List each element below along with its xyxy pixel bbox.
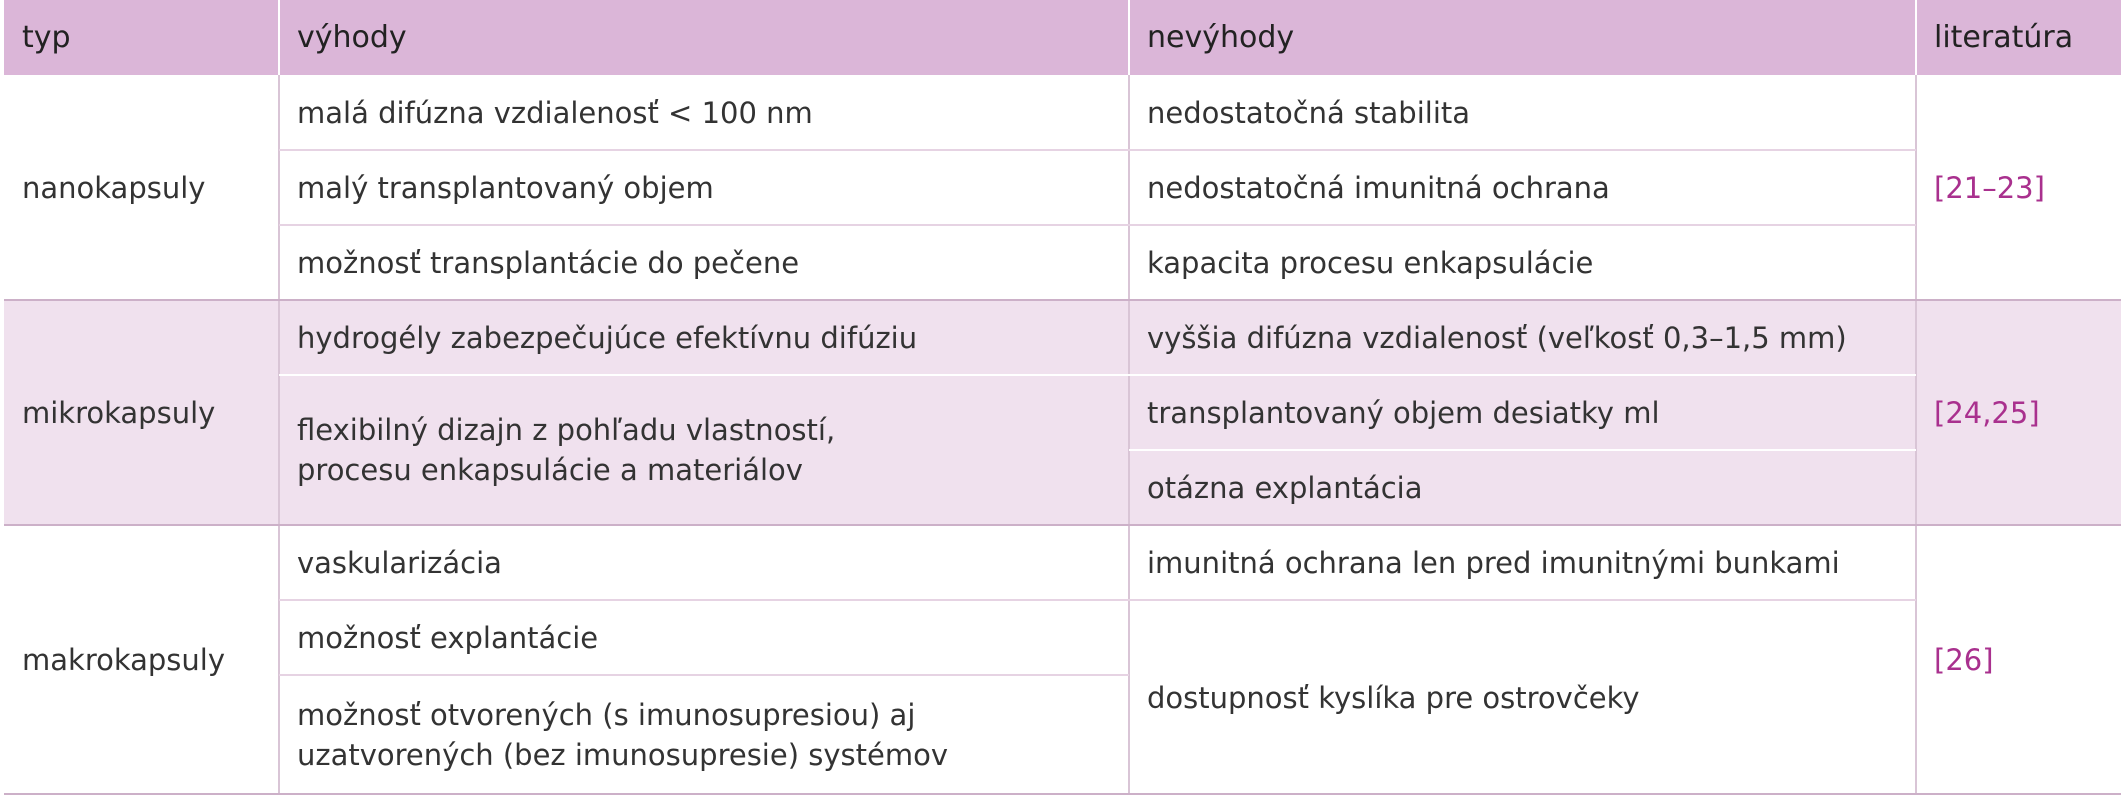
reference-link-21-23[interactable]: [21–23] <box>1916 75 2121 300</box>
disadvantage-cell: nedostatočná stabilita <box>1129 75 1916 150</box>
row-divider <box>279 149 1916 151</box>
column-divider <box>1915 75 1917 795</box>
advantage-cell: možnosť otvorených (s imunosupresiou) aj uzatvorených (bez imunosupresie) systémov <box>279 675 1129 795</box>
header-divider <box>278 0 280 75</box>
advantage-cell: vaskularizácia <box>279 525 1129 600</box>
reference-link-24-25[interactable]: [24,25] <box>1916 300 2121 525</box>
advantage-cell: možnosť transplantácie do pečene <box>279 225 1129 300</box>
row-divider <box>279 224 1916 226</box>
disadvantage-cell: kapacita procesu enkapsulácie <box>1129 225 1916 300</box>
reference-link-26[interactable]: [26] <box>1916 525 2121 795</box>
advantage-cell: malá difúzna vzdialenosť < 100 nm <box>279 75 1129 150</box>
row-divider <box>279 674 1129 676</box>
header-literature: literatúra <box>1916 0 2121 75</box>
header-disadvantages: nevýhody <box>1129 0 1916 75</box>
type-cell-nanokapsuly: nanokapsuly <box>4 75 279 300</box>
disadvantage-cell: vyššia difúzna vzdialenosť (veľkosť 0,3–1,5 mm) <box>1129 300 1916 375</box>
disadvantage-cell: otázna explantácia <box>1129 450 1916 525</box>
column-divider <box>1128 75 1130 795</box>
column-divider <box>278 75 280 795</box>
advantage-cell: možnosť explantácie <box>279 600 1129 675</box>
header-advantages: výhody <box>279 0 1129 75</box>
disadvantage-cell: nedostatočná imunitná ochrana <box>1129 150 1916 225</box>
type-cell-makrokapsuly: makrokapsuly <box>4 525 279 795</box>
header-divider <box>1128 0 1130 75</box>
group-divider <box>4 299 2121 301</box>
header-type: typ <box>4 0 279 75</box>
advantage-cell: malý transplantovaný objem <box>279 150 1129 225</box>
table-bottom-border <box>4 793 2121 795</box>
advantage-cell: flexibilný dizajn z pohľadu vlastností, procesu enkapsulácie a materiálov <box>279 375 1129 525</box>
row-divider <box>279 599 1916 601</box>
group-divider <box>4 524 2121 526</box>
type-cell-mikrokapsuly: mikrokapsuly <box>4 300 279 525</box>
disadvantage-cell: imunitná ochrana len pred imunitnými bunkami <box>1129 525 1916 600</box>
disadvantage-cell: dostupnosť kyslíka pre ostrovčeky <box>1129 600 1916 795</box>
header-divider <box>1915 0 1917 75</box>
advantage-cell: hydrogély zabezpečujúce efektívnu difúziu <box>279 300 1129 375</box>
row-divider <box>1129 449 1916 451</box>
comparison-table <box>4 0 2121 795</box>
row-divider <box>279 374 1916 376</box>
disadvantage-cell: transplantovaný objem desiatky ml <box>1129 375 1916 450</box>
